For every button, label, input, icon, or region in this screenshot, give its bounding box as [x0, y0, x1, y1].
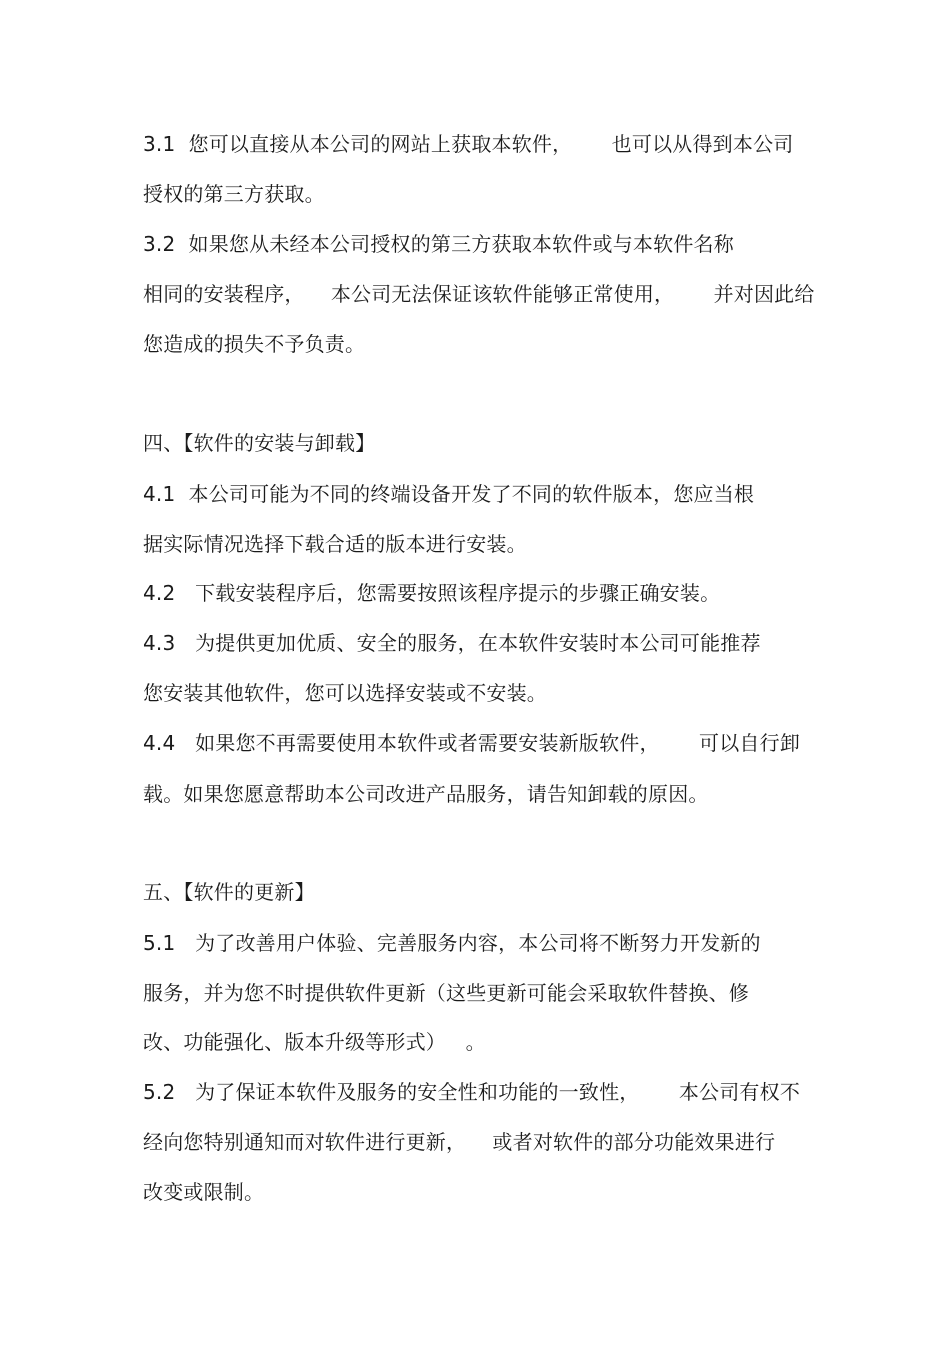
text-line-4-2: 4.2 下载安装程序后，您需要按照该程序提示的步骤正确安装。 — [143, 581, 721, 605]
text-line-4-4b: 载。如果您愿意帮助本公司改进产品服务，请告知卸载的原因。 — [143, 782, 709, 806]
text-line-5-1b: 服务，并为您不时提供软件更新（这些更新可能会采取软件替换、修 — [143, 981, 749, 1005]
section-heading-4: 四、【软件的安装与卸载】 — [143, 431, 376, 455]
section-heading-5: 五、【软件的更新】 — [143, 880, 315, 904]
text-line-3-1a: 3.1 您可以直接从本公司的网站上获取本软件， 也可以从得到本公司 — [143, 132, 794, 156]
text-line-4-3b: 您安装其他软件，您可以选择安装或不安装。 — [143, 681, 547, 705]
text-line-3-2a: 3.2 如果您从未经本公司授权的第三方获取本软件或与本软件名称 — [143, 232, 734, 256]
text-line-4-1a: 4.1 本公司可能为不同的终端设备开发了不同的软件版本，您应当根 — [143, 482, 755, 506]
text-line-5-2a: 5.2 为了保证本软件及服务的安全性和功能的一致性， 本公司有权不 — [143, 1080, 801, 1104]
text-line-5-1a: 5.1 为了改善用户体验、完善服务内容，本公司将不断努力开发新的 — [143, 931, 761, 955]
text-line-4-1b: 据实际情况选择下载合适的版本进行安装。 — [143, 532, 527, 556]
text-line-4-3a: 4.3 为提供更加优质、安全的服务，在本软件安装时本公司可能推荐 — [143, 631, 761, 655]
text-line-3-2b: 相同的安装程序， 本公司无法保证该软件能够正常使用， 并对因此给 — [143, 282, 815, 306]
text-line-5-2c: 改变或限制。 — [143, 1180, 265, 1204]
text-line-5-1c: 改、功能强化、版本升级等形式） 。 — [143, 1030, 486, 1054]
text-line-4-4a: 4.4 如果您不再需要使用本软件或者需要安装新版软件， 可以自行卸 — [143, 731, 801, 755]
text-line-3-2c: 您造成的损失不予负责。 — [143, 332, 366, 356]
text-line-5-2b: 经向您特别通知而对软件进行更新， 或者对软件的部分功能效果进行 — [143, 1130, 776, 1154]
text-line-3-1b: 授权的第三方获取。 — [143, 182, 325, 206]
